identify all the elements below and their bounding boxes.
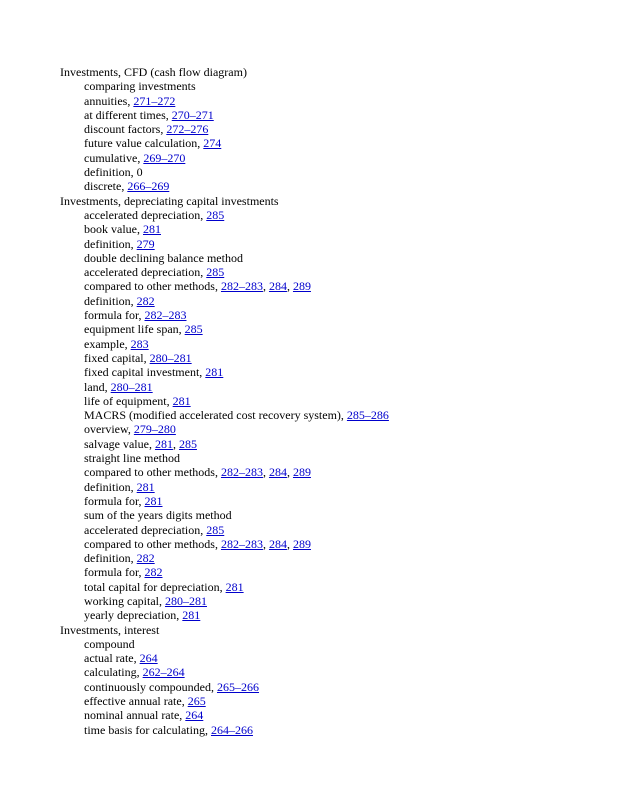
page-reference-link[interactable]: 264 [185,708,204,723]
page-reference-link[interactable]: 269–270 [143,150,186,165]
index-entry-text: compared to other methods, [84,279,221,294]
index-entry-text: Investments, depreciating capital investments [60,193,279,208]
index-subentry [60,365,620,379]
page-reference-link[interactable]: 289 [292,536,311,551]
page-reference-link[interactable]: 285 [206,265,225,280]
index-subentry [60,551,620,565]
page-reference-link[interactable]: 279 [136,236,155,251]
page-reference-link[interactable]: 284 [268,536,287,551]
index-subentry [60,308,620,322]
page-reference-link[interactable]: 282 [136,293,155,308]
index-subentry [60,451,620,465]
page-reference-link[interactable]: 281 [172,393,191,408]
ref-separator: , [286,465,293,480]
index-entry-text: book value, [84,222,143,237]
index-entry-text: straight line method [84,451,180,466]
index-subentry [60,494,620,508]
index-subentry [60,208,620,222]
index-subentry [60,151,620,165]
index-entry-text: formula for, [84,565,145,580]
index-entry-text: equipment life span, [84,322,185,337]
index-subentry [60,237,620,251]
index-subentry [60,708,620,722]
index-subentry [60,108,620,122]
index-entry-text: calculating, [84,665,143,680]
page-reference-link[interactable]: 281 [225,579,244,594]
index-subentry [60,580,620,594]
page-reference-link[interactable]: 281 [136,479,155,494]
index-entry-text: Investments, interest [60,622,160,637]
index-subentry [60,651,620,665]
index-entry-text: sum of the years digits method [84,508,232,523]
index-subentry [60,94,620,108]
page-reference-link[interactable]: 265 [187,694,206,709]
index-entry-text: definition, [84,293,137,308]
page-reference-link[interactable]: 281 [205,365,224,380]
index-entry-text: yearly depreciation, [84,608,183,623]
page-reference-link[interactable]: 262–264 [142,665,185,680]
page-reference-link[interactable]: 282–283 [144,308,187,323]
page-reference-link[interactable]: 264 [139,651,158,666]
index-subentry [60,351,620,365]
page-reference-link[interactable]: 280–281 [110,379,153,394]
index-subentry [60,294,620,308]
index-subentry [60,322,620,336]
index-entry-text: land, [84,379,111,394]
page-reference-link[interactable]: 264–266 [210,722,253,737]
index-subentry [60,165,620,179]
index-subentry [60,394,620,408]
index-subentry [60,279,620,293]
index-entry-text: Investments, CFD (cash flow diagram) [60,65,247,79]
index-heading [60,623,620,637]
index-entry-text: definition, [84,236,137,251]
index-entry-text: future value calculation, [84,136,204,151]
page-reference-link[interactable]: 285 [178,436,197,451]
page-reference-link[interactable]: 283 [130,336,149,351]
index-subentry [60,537,620,551]
index-entry-text: compound [84,636,135,651]
index-entry-text: definition, [84,479,137,494]
index-subentry [60,508,620,522]
index-subentry [60,665,620,679]
page-reference-link[interactable]: 284 [268,279,287,294]
index-heading [60,194,620,208]
ref-separator: , [262,536,269,551]
index-entry-text: definition, [84,551,137,566]
index-entry-text: fixed capital, [84,350,150,365]
book-index [60,65,620,737]
index-entry-text: cumulative, [84,150,144,165]
index-entry-text: discrete, [84,179,128,194]
index-subentry [60,179,620,193]
page-reference-link[interactable]: 271–272 [133,93,176,108]
page-reference-link[interactable]: 281 [182,608,201,623]
index-entry-text: time basis for calculating, [84,722,211,737]
page-reference-link[interactable]: 272–276 [166,122,209,137]
index-entry-text: comparing investments [84,79,196,94]
index-entry-text: MACRS (modified accelerated cost recovery system), [84,408,347,423]
index-entry-text: double declining balance method [84,250,243,265]
index-entry-text: compared to other methods, [84,536,221,551]
index-entry-text: discount factors, [84,122,167,137]
index-entry-text: total capital for depreciation, [84,579,226,594]
index-entry-text: overview, [84,422,134,437]
index-entry-text: accelerated depreciation, [84,522,207,537]
index-subentry [60,694,620,708]
ref-separator: , [262,465,269,480]
page-reference-link[interactable]: 279–280 [133,422,176,437]
page-reference-link[interactable]: 282–283 [220,279,263,294]
index-heading [60,65,620,79]
page-reference-link[interactable]: 285 [184,322,203,337]
page-reference-link[interactable]: 289 [292,465,311,480]
page-reference-link[interactable]: 280–281 [149,350,192,365]
index-subentry [60,465,620,479]
index-subentry [60,680,620,694]
index-subentry [60,608,620,622]
index-subentry [60,337,620,351]
page-reference-link[interactable]: 281 [154,436,173,451]
index-subentry [60,437,620,451]
page-reference-link[interactable]: 270–271 [171,107,214,122]
index-entry-text: example, [84,336,131,351]
page-reference-link[interactable]: 285–286 [346,408,389,423]
page-reference-link[interactable]: 266–269 [127,179,170,194]
index-entry-text: continuously compounded, [84,679,217,694]
page-reference-link[interactable]: 289 [292,279,311,294]
index-entry-text: formula for, [84,493,145,508]
page-reference-link[interactable]: 281 [144,493,163,508]
index-subentry [60,136,620,150]
page-reference-link[interactable]: 284 [268,465,287,480]
index-subentry [60,380,620,394]
index-entry-text: compared to other methods, [84,465,221,480]
index-subentry [60,422,620,436]
index-entry-text: accelerated depreciation, [84,207,207,222]
index-entry-text: working capital, [84,593,165,608]
page-reference-link[interactable]: 280–281 [164,593,207,608]
index-entry-text: at different times, [84,107,172,122]
index-entry-text: effective annual rate, [84,694,188,709]
index-entry-text: definition, 0 [84,165,143,180]
index-entry-text: salvage value, [84,436,155,451]
index-subentry [60,251,620,265]
index-entry-text: accelerated depreciation, [84,265,207,280]
page-reference-link[interactable]: 265–266 [216,679,259,694]
index-subentry [60,723,620,737]
index-subentry [60,594,620,608]
page-reference-link[interactable]: 282 [144,565,163,580]
index-subentry [60,122,620,136]
index-entry-text: nominal annual rate, [84,708,186,723]
ref-separator: , [172,436,179,451]
index-entry-text: life of equipment, [84,393,173,408]
index-subentry [60,79,620,93]
page-reference-link[interactable]: 274 [203,136,222,151]
index-subentry [60,265,620,279]
page-reference-link[interactable]: 282 [136,551,155,566]
index-entry-text: annuities, [84,93,134,108]
index-entry-text: actual rate, [84,651,140,666]
index-subentry [60,637,620,651]
index-subentry [60,565,620,579]
index-subentry [60,408,620,422]
page-reference-link[interactable]: 282–283 [220,536,263,551]
page-reference-link[interactable]: 282–283 [220,465,263,480]
ref-separator: , [286,279,293,294]
index-subentry [60,222,620,236]
index-entry-text: fixed capital investment, [84,365,206,380]
index-subentry [60,480,620,494]
page-reference-link[interactable]: 285 [206,207,225,222]
page-reference-link[interactable]: 281 [143,222,161,237]
ref-separator: , [262,279,269,294]
index-subentry [60,523,620,537]
index-entry-text: formula for, [84,308,145,323]
ref-separator: , [286,536,293,551]
page-reference-link[interactable]: 285 [206,522,225,537]
